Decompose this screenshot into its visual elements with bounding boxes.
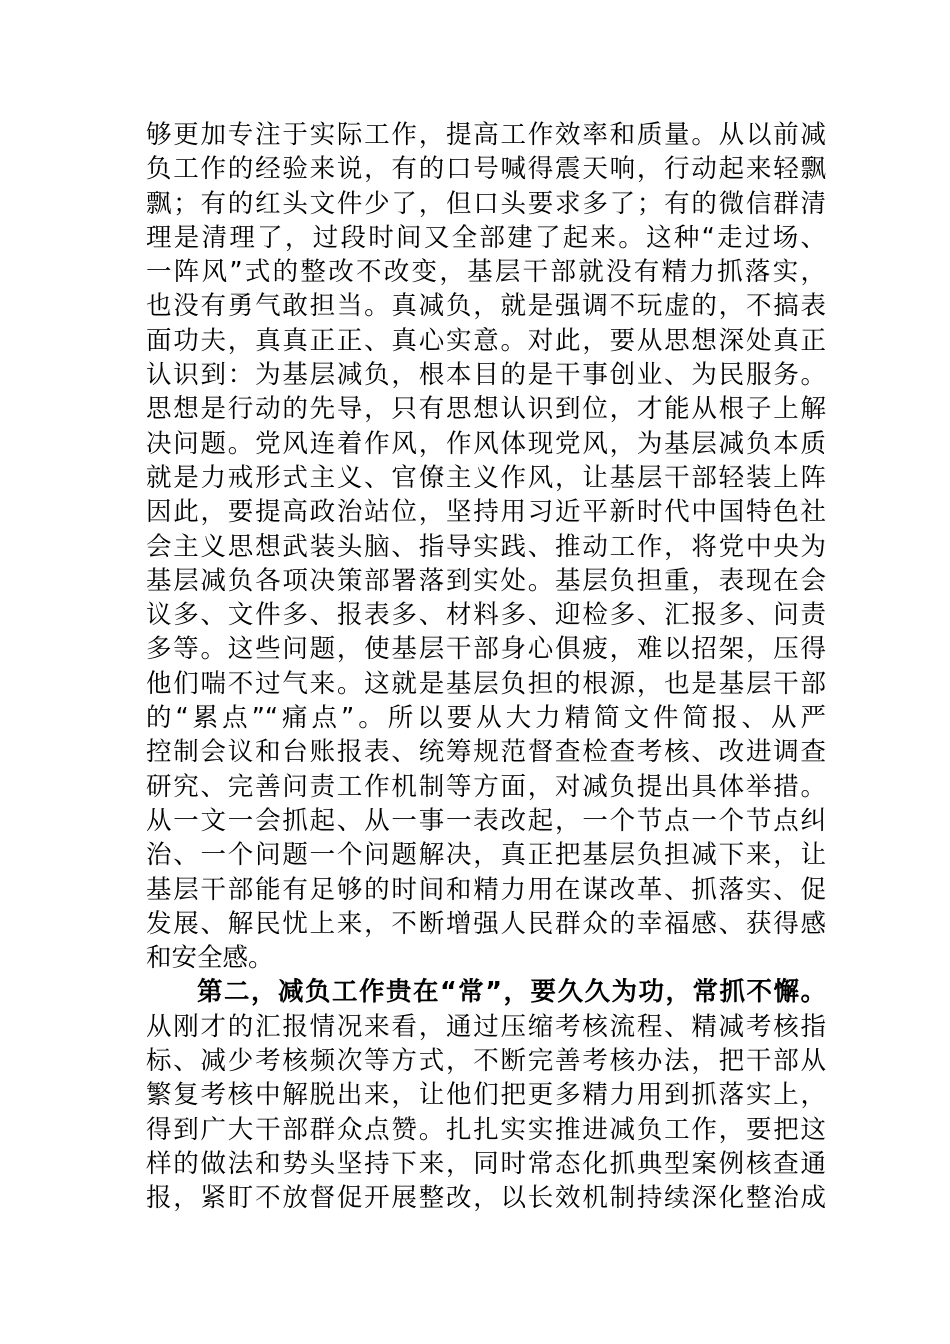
text-line: 飘；有的红头文件少了，但口头要求多了；有的微信群清 [146, 188, 826, 219]
text-line: 他们喘不过气来。这就是基层负担的根源，也是基层干部 [146, 668, 826, 699]
text-line: 发展、解民忧上来，不断增强人民群众的幸福感、获得感 [146, 908, 826, 939]
text-line: 基层减负各项决策部署落到实处。基层负担重，表现在会 [146, 565, 826, 596]
text-line: 决问题。党风连着作风，作风体现党风，为基层减负本质 [146, 428, 826, 459]
text-line: 认识到：为基层减负，根本目的是干事创业、为民服务。 [146, 360, 826, 391]
text-line: 基层干部能有足够的时间和精力用在谋改革、抓落实、促 [146, 874, 826, 905]
text-line: 繁复考核中解脱出来，让他们把更多精力用到抓落实上， [146, 1080, 826, 1111]
text-line: 治、一个问题一个问题解决，真正把基层负担减下来，让 [146, 840, 826, 871]
text-line: 负工作的经验来说，有的口号喊得震天响，行动起来轻飘 [146, 154, 826, 185]
text-line: 标、减少考核频次等方式，不断完善考核办法，把干部从 [146, 1046, 826, 1077]
text-line: 控制会议和台账报表、统筹规范督查检查考核、改进调查 [146, 737, 826, 768]
text-line: 从刚才的汇报情况来看，通过压缩考核流程、精减考核指 [146, 1011, 826, 1042]
document-body [146, 118, 826, 1216]
text-line: 研究、完善问责工作机制等方面，对减负提出具体举措。 [146, 771, 826, 802]
text-line: 就是力戒形式主义、官僚主义作风，让基层干部轻装上阵 [146, 462, 826, 493]
text-line: 会主义思想武装头脑、指导实践、推动工作，将党中央为 [146, 531, 826, 562]
text-line: 面功夫，真真正正、真心实意。对此，要从思想深处真正 [146, 325, 826, 356]
text-line: 够更加专注于实际工作，提高工作效率和质量。从以前减 [146, 120, 826, 150]
text-line: 理是清理了，过段时间又全部建了起来。这种“走过场、 [146, 222, 826, 253]
text-line: 一阵风”式的整改不改变，基层干部就没有精力抓落实， [146, 257, 826, 288]
text-line: 样的做法和势头坚持下来，同时常态化抓典型案例核查通 [146, 1148, 826, 1179]
text-line: 议多、文件多、报表多、材料多、迎检多、汇报多、问责 [146, 600, 826, 631]
text-line: 的“累点”“痛点”。所以要从大力精简文件简报、从严 [146, 703, 826, 734]
text-line: 思想是行动的先导，只有思想认识到位，才能从根子上解 [146, 394, 826, 425]
text-line: 报，紧盯不放督促开展整改，以长效机制持续深化整治成 [146, 1183, 826, 1214]
text-line: 从一文一会抓起、从一事一表改起，一个节点一个节点纠 [146, 805, 826, 836]
text-line: 多等。这些问题，使基层干部身心俱疲，难以招架，压得 [146, 634, 826, 665]
text-line: 因此，要提高政治站位，坚持用习近平新时代中国特色社 [146, 497, 826, 528]
text-line: 也没有勇气敢担当。真减负，就是强调不玩虚的，不搞表 [146, 291, 826, 322]
text-line: 得到广大干部群众点赞。扎扎实实推进减负工作，要把这 [146, 1114, 826, 1145]
section-heading: 第二，减负工作贵在“常”，要久久为功，常抓不懈。 [197, 977, 826, 1008]
text-line: 和安全感。 [146, 943, 274, 974]
